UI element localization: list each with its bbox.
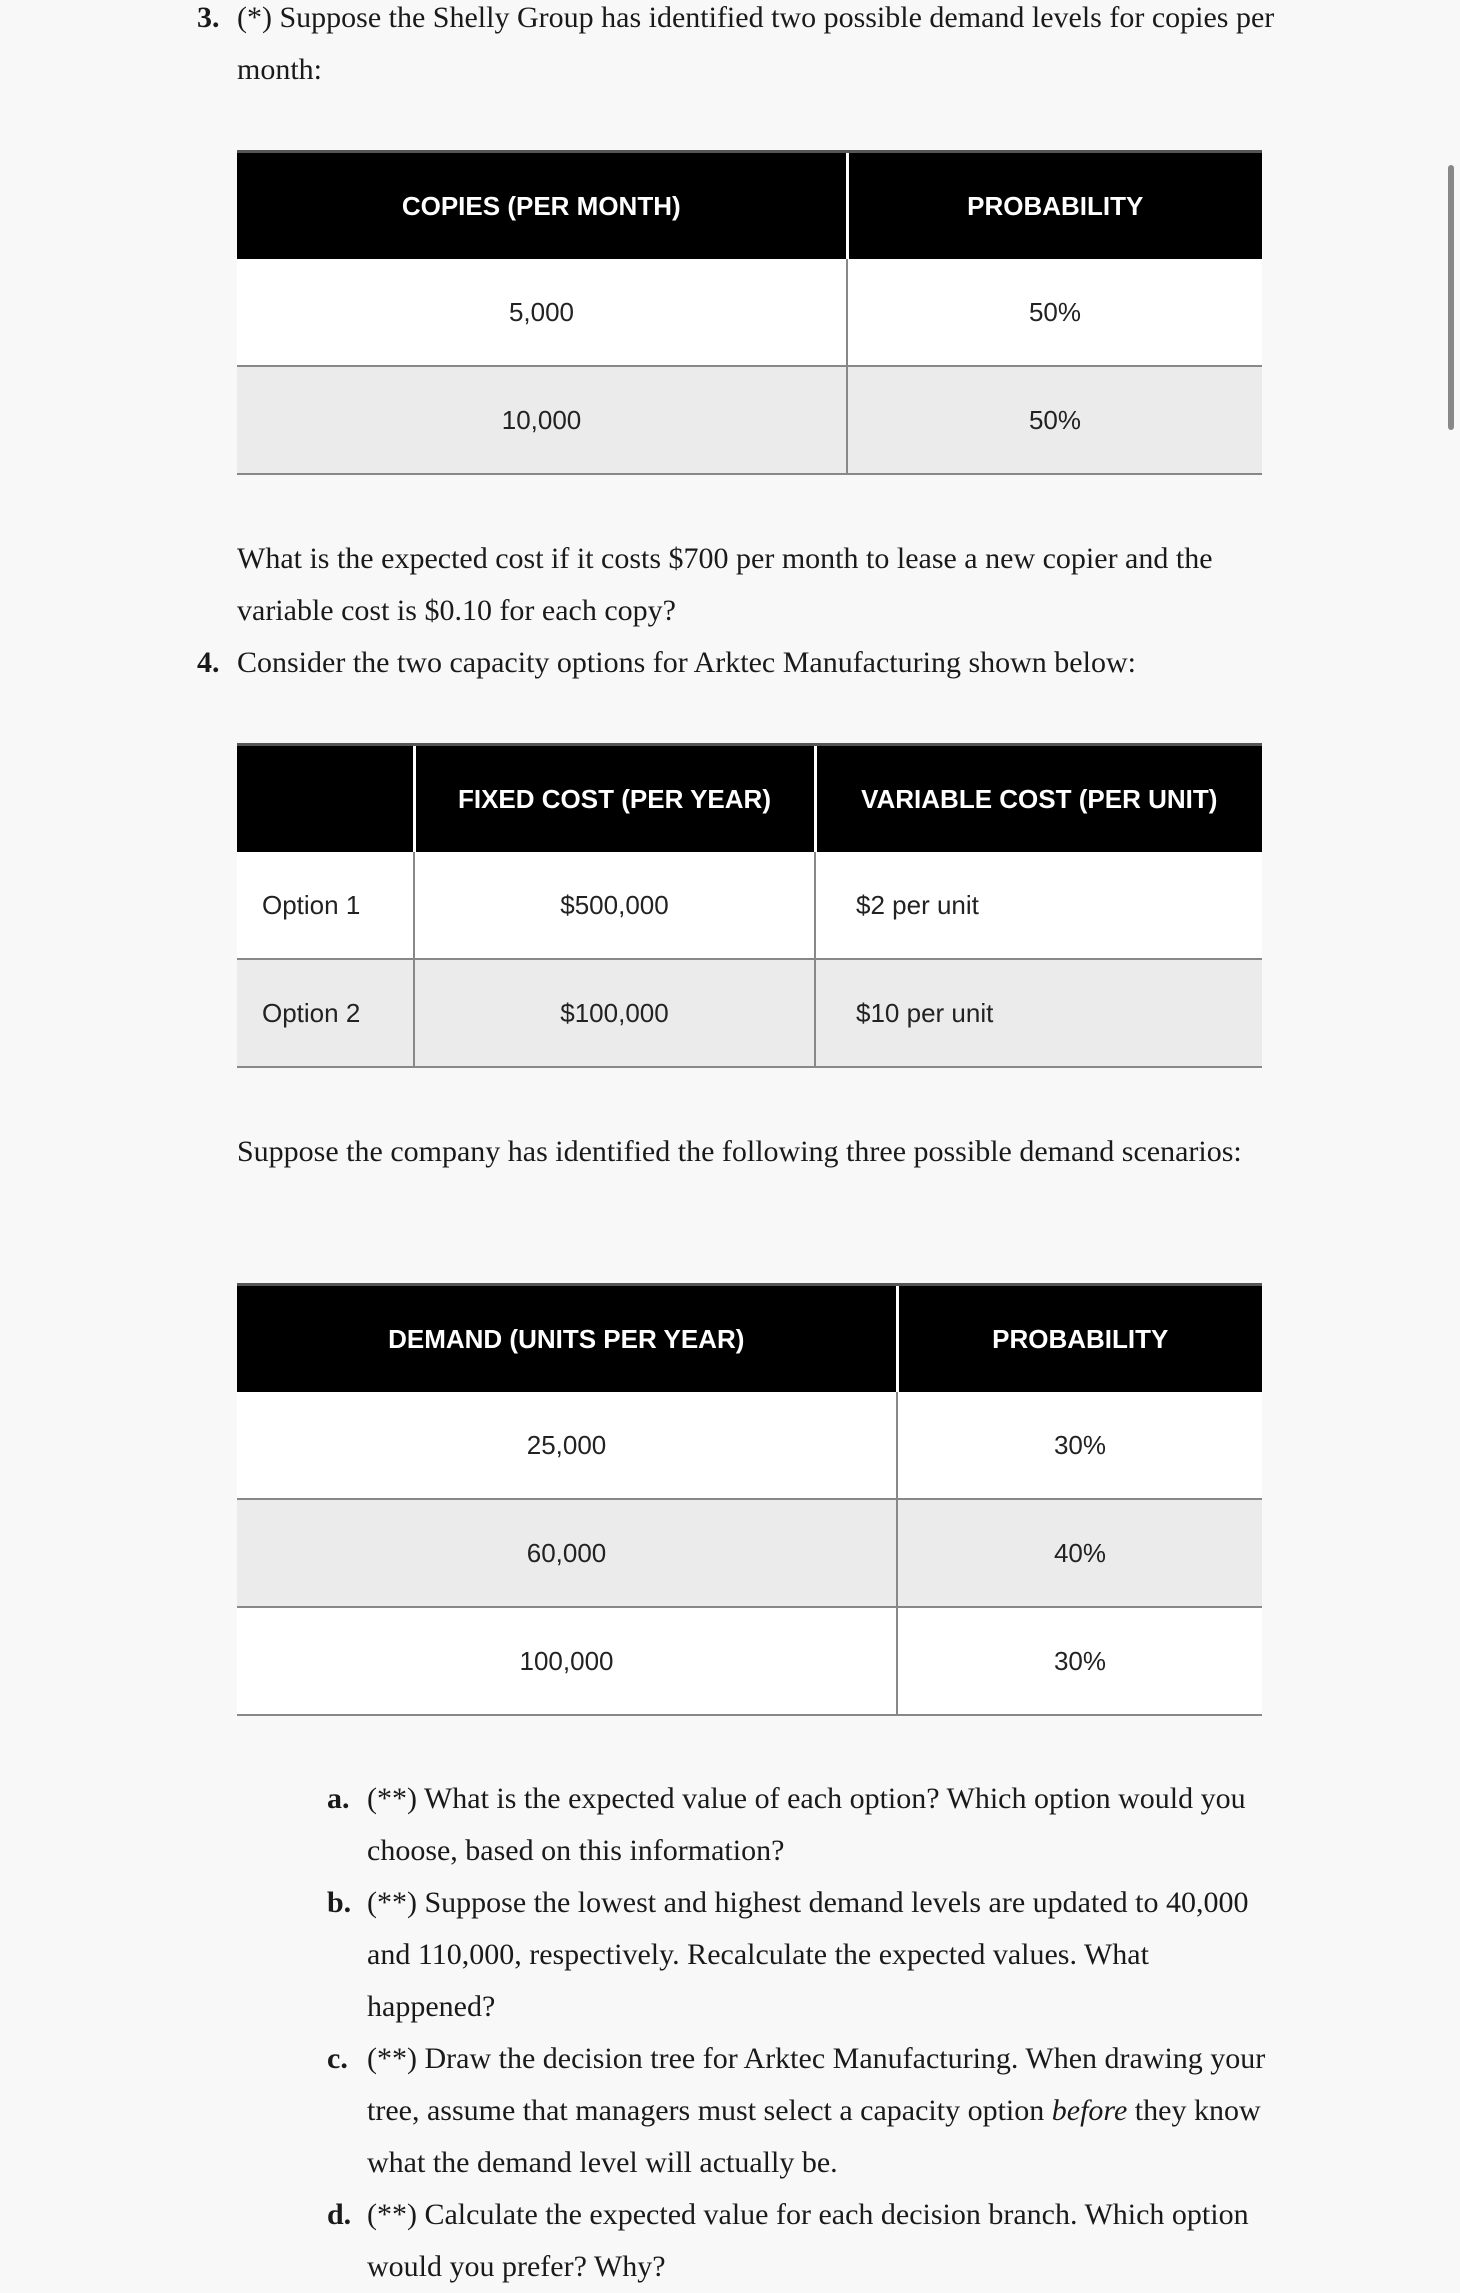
table-cell: Option 1: [237, 852, 414, 959]
table-cell: 10,000: [237, 366, 847, 474]
table-cell: 60,000: [237, 1499, 897, 1607]
question-text: (*) Suppose the Shelly Group has identified two possible demand levels for copies per month:: [237, 1, 1275, 86]
table-cell: 30%: [897, 1392, 1262, 1499]
question-number: 3.: [197, 1, 220, 34]
table-header: [237, 745, 414, 853]
table-header: DEMAND (UNITS PER YEAR): [237, 1285, 897, 1393]
question-3: [197, 0, 1277, 96]
question-3-followup: What is the expected cost if it costs $700 per month to lease a new copier and the variable cost is $0.10 for each copy?: [237, 542, 1213, 627]
scrollbar[interactable]: [1448, 165, 1454, 430]
table-header: COPIES (PER MONTH): [237, 152, 847, 260]
table-cell: 40%: [897, 1499, 1262, 1607]
table-row: [237, 852, 1262, 959]
table-row: [237, 259, 1262, 366]
subquestion-letter: a.: [327, 1782, 350, 1815]
scenario-intro: Suppose the company has identified the following three possible demand scenarios:: [237, 1135, 1242, 1168]
subquestion-text: (**) What is the expected value of each option? Which option would you choose, based on this information?: [367, 1782, 1246, 1867]
subquestion-text: (**) Calculate the expected value for each decision branch. Which option would you prefer? Why?: [367, 2198, 1249, 2283]
question-text: Consider the two capacity options for Arktec Manufacturing shown below:: [237, 646, 1136, 679]
table-cell: 25,000: [237, 1392, 897, 1499]
table-cell: 100,000: [237, 1607, 897, 1715]
table-cell: $500,000: [414, 852, 815, 959]
subquestion-letter: d.: [327, 2198, 352, 2231]
subquestion-d: [327, 2189, 1277, 2293]
subquestion-text-before: (**) Draw the decision tree for Arktec Manufacturing. When drawing your tree, assume that managers must select a capacity option: [367, 2042, 1266, 2127]
table-cell: $100,000: [414, 959, 815, 1067]
table-row: [237, 366, 1262, 474]
table-header: FIXED COST (PER YEAR): [414, 745, 815, 853]
question-number: 4.: [197, 646, 220, 679]
subquestion-letter: b.: [327, 1886, 352, 1919]
table-cell: $2 per unit: [815, 852, 1262, 959]
table-cell: 50%: [847, 366, 1262, 474]
subquestion-emphasis: before: [1051, 2094, 1128, 2127]
table-row: [237, 1499, 1262, 1607]
subquestion-a: [327, 1773, 1277, 1877]
table-cell: $10 per unit: [815, 959, 1262, 1067]
copies-table: [237, 150, 1262, 475]
question-4: [197, 637, 1277, 689]
capacity-options-table: [237, 743, 1262, 1068]
demand-table: [237, 1283, 1262, 1716]
subquestion-text-after: they know what the demand level will actually be.: [367, 2094, 1261, 2179]
table-cell: 50%: [847, 259, 1262, 366]
table-header: PROBABILITY: [847, 152, 1262, 260]
subquestion-list: [327, 1773, 1277, 2293]
subquestion-c: [327, 2033, 1277, 2189]
table-header: PROBABILITY: [897, 1285, 1262, 1393]
subquestion-letter: c.: [327, 2042, 348, 2075]
table-row: [237, 1607, 1262, 1715]
subquestion-b: [327, 1877, 1277, 2033]
table-cell: 5,000: [237, 259, 847, 366]
table-header: VARIABLE COST (PER UNIT): [815, 745, 1262, 853]
subquestion-text: (**) Suppose the lowest and highest demand levels are updated to 40,000 and 110,000, respectively. Recalculate the expected values. What happened?: [367, 1886, 1249, 2023]
table-cell: 30%: [897, 1607, 1262, 1715]
table-row: [237, 959, 1262, 1067]
table-row: [237, 1392, 1262, 1499]
table-cell: Option 2: [237, 959, 414, 1067]
